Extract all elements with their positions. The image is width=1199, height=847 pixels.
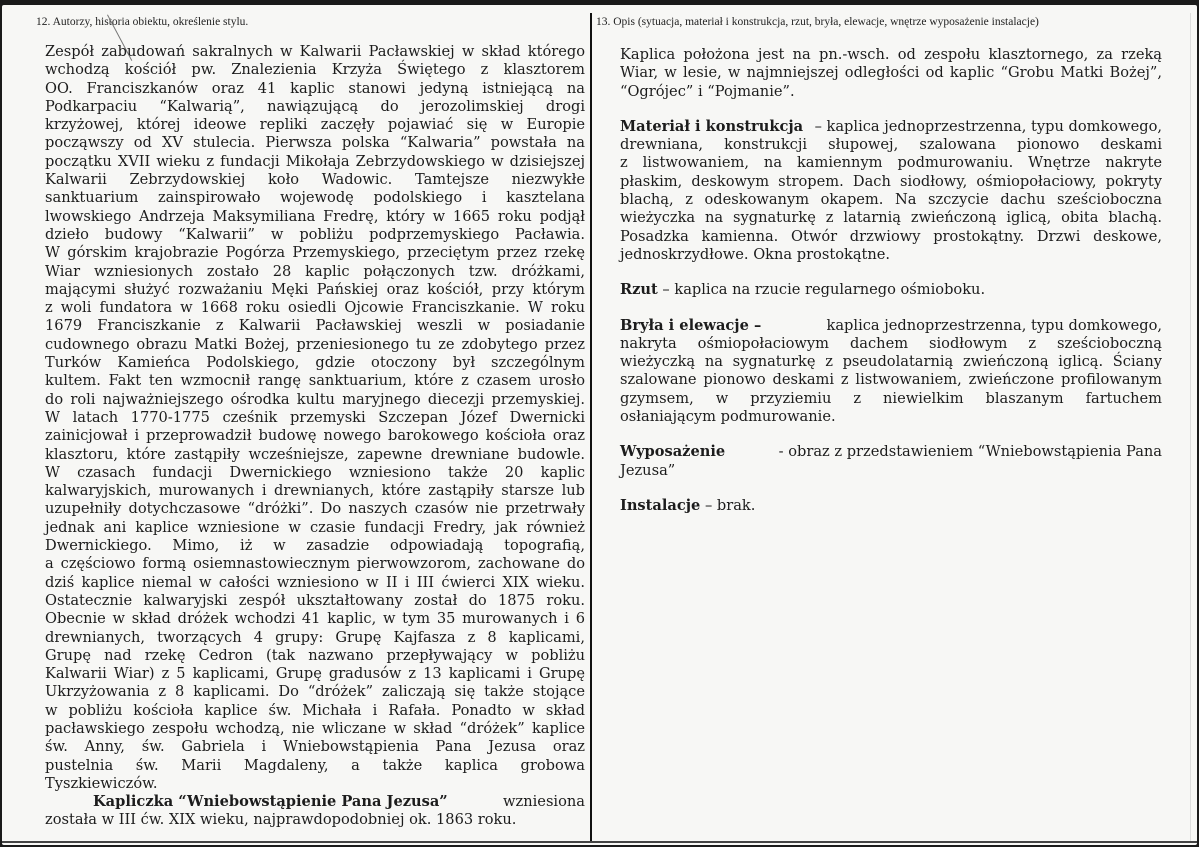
text-line: pacławskiego zespołu wchodzą, nie wliczane w skład “dróżek” kaplice: [45, 719, 585, 737]
text-line: drewnianych, tworzących 4 grupy: Grupę Kajfasza z 8 kaplicami,: [45, 628, 585, 646]
text-line: gzymsem, w przyziemiu z niewielkim blaszanym fartuchem: [620, 389, 1162, 407]
paragraph-gap: [620, 264, 1162, 281]
text-line: pustelnia św. Marii Magdaleny, a także kaplica grobowa: [45, 756, 585, 774]
text-line: Wiar, w lesie, w najmniejszej odległości od kaplic “Grobu Matki Bożej”,: [620, 64, 1162, 82]
text-line: Obecnie w skład dróżek wchodzi 41 kaplic, w tym 35 murowanych i 6: [45, 610, 585, 628]
text-line: szalowane pionowo deskami z listwowaniem, zwieńczone profilowanym: [620, 371, 1162, 389]
page-bottom-border: [2, 841, 1197, 843]
text-line: OO. Franciszkanów oraz 41 kaplic stanowi jedyną istniejącą na: [45, 79, 585, 97]
text-line: cudownego obrazu Matki Bożej, przeniesionego tu ze zdobytego przez: [45, 335, 585, 353]
paragraph: [620, 317, 1162, 427]
text-line: Grupę nad rzekę Cedron (tak nazwano przepływający w pobliżu: [45, 646, 585, 664]
text-line: św. Anny, św. Gabriela i Wniebowstąpienia Pana Jezusa oraz: [45, 738, 585, 756]
text-line: kalwaryjskich, murowanych i drewnianych, które zastąpiły starsze lub: [45, 482, 585, 500]
text-line: W czasach fundacji Dwernickiego wzniesiono także 20 kaplic: [45, 463, 585, 481]
text-line: zainicjował i przeprowadził budowę nowego barokowego kościoła oraz: [45, 427, 585, 445]
paragraph: [620, 497, 1162, 515]
history-text-column: [45, 43, 585, 830]
text-line: Zespół zabudowań sakralnych w Kalwarii Pacławskiej w skład którego: [45, 43, 585, 60]
description-text-column: [620, 46, 1162, 515]
line-rest: – kaplica na rzucie regularnego ośmioboku.: [657, 281, 986, 299]
text-line: klasztoru, które zastąpiły wcześniejsze, zapewne drewniane budowle.: [45, 445, 585, 463]
paragraph: [620, 281, 1162, 299]
text-line: kultem. Fakt ten wzmocnił rangę sanktuarium, które z czasem urosło: [45, 372, 585, 390]
paragraph: [620, 443, 1162, 480]
paragraph: [45, 793, 585, 830]
text-line: jednak ani kaplice wzniesione w czasie fundacji Fredry, jak również: [45, 518, 585, 536]
line-rest: - obraz z przedstawieniem “Wniebowstąpienia Pana: [774, 443, 1162, 461]
bold-lead: Rzut: [620, 281, 658, 299]
bold-lead: Wyposażenie: [620, 443, 726, 461]
text-line: wieżyczka na sygnaturkę z latarnią zwieńczoną iglicą, obita blachą.: [620, 209, 1162, 227]
column-divider: [590, 13, 592, 841]
text-line: uzupełniły dotychczasowe “dróżki”. Do naszych czasów nie przetrwały: [45, 500, 585, 518]
text-line: Dwernickiego. Mimo, iż w zasadzie odpowiadają topografią,: [45, 537, 585, 555]
text-line: Jezusa”: [620, 461, 676, 479]
text-line: [45, 793, 585, 811]
text-line: mającymi służyć rozważaniu Męki Pańskiej oraz kościół, przy którym: [45, 280, 585, 298]
text-line: [620, 443, 1162, 461]
text-line: płaskim, deskowym stropem. Dach siodłowy, ośmiopołaciowy, pokryty: [620, 172, 1162, 190]
bold-lead: Bryła i elewacje –: [620, 316, 762, 334]
text-line: “Ogrójec” i “Pojmanie”.: [620, 82, 795, 100]
paragraph: [620, 46, 1162, 101]
text-line: Turków Kamieńca Podolskiego, gdzie otoczony był szczególnym: [45, 354, 585, 372]
page-edge: [1190, 13, 1191, 841]
text-line: Kalwarii Wiar) z 5 kaplicami, Grupę gradusów z 13 kaplicami i Grupę: [45, 665, 585, 683]
text-line: w pobliżu kościoła kaplice św. Michała i Rafała. Ponadto w skład: [45, 701, 585, 719]
text-line: Ostatecznie kalwaryjski zespół ukształtowany został do 1875 roku.: [45, 591, 585, 609]
line-rest: – kaplica jednoprzestrzenna, typu domkowego,: [809, 117, 1162, 135]
line-rest: wzniesiona: [498, 793, 585, 811]
text-line: została w III ćw. XIX wieku, najprawdopodobniej ok. 1863 roku.: [45, 811, 517, 829]
paragraph-gap: [620, 300, 1162, 317]
section-13-heading: 13. Opis (sytuacja, materiał i konstrukcja, rzut, bryła, elewacje, wnętrze wyposażenie instalacje): [596, 16, 1039, 28]
text-line: [620, 317, 1162, 335]
text-line: nakryta ośmiopołaciowym dachem siodłowym z sześcioboczną: [620, 334, 1162, 352]
text-line: Tyszkiewiczów.: [45, 774, 158, 792]
text-line: [620, 497, 1162, 515]
text-line: Posadzka kamienna. Otwór drzwiowy prostokątny. Drzwi deskowe,: [620, 227, 1162, 245]
text-line: Podkarpaciu “Kalwarią”, nawiązującą do jerozolimskiej drogi: [45, 97, 585, 115]
text-line: Kalwarii Zebrzydowskiej koło Wadowic. Tamtejsze niezwykłe: [45, 171, 585, 189]
paragraph: [45, 43, 585, 793]
text-line: dziś kaplice niemal w całości wzniesiono w II i III ćwierci XIX wieku.: [45, 573, 585, 591]
bold-lead: Instalacje: [620, 496, 701, 514]
text-line: a częściowo formą osiemnastowiecznym pierwowzorom, zachowane do: [45, 555, 585, 573]
paragraph-gap: [620, 101, 1162, 118]
text-line: sanktuarium zainspirowało wojewodę podolskiego i kasztelana: [45, 189, 585, 207]
text-line: jednoskrzydłowe. Okna prostokątne.: [620, 245, 891, 263]
text-line: Wiar wzniesionych zostało 28 kaplic połączonych tzw. dróżkami,: [45, 262, 585, 280]
text-line: z listwowaniem, na kamiennym podmurowaniu. Wnętrze nakryte: [620, 154, 1162, 172]
paragraph: [620, 118, 1162, 264]
text-line: Ukrzyżowania z 8 kaplicami. Do “dróżek” zaliczają się także stojące: [45, 683, 585, 701]
text-line: wchodzą kościół pw. Znalezienia Krzyża Świętego z klasztorem: [45, 61, 585, 79]
text-line: blachą, z odeskowanym okapem. Na szczycie dachu sześcioboczna: [620, 191, 1162, 209]
section-12-heading: 12. Autorzy, historia obiektu, określenie stylu.: [36, 16, 249, 28]
text-line: do roli najważniejszego ośrodka kultu maryjnego diecezji przemyskiej.: [45, 390, 585, 408]
line-rest: – brak.: [700, 496, 756, 514]
text-line: początku XVII wieku z fundacji Mikołaja Zebrzydowskiego w dzisiejszej: [45, 152, 585, 170]
text-line: W latach 1770-1775 cześnik przemyski Szczepan Józef Dwernicki: [45, 408, 585, 426]
text-line: krzyżowej, której ideowe repliki zaczęły pojawiać się w Europie: [45, 116, 585, 134]
text-line: drewniana, konstrukcji słupowej, szalowana pionowo deskami: [620, 136, 1162, 154]
bold-lead: Kapliczka “Wniebowstąpienie Pana Jezusa”: [93, 793, 448, 811]
text-line: z woli fundatora w 1668 roku osiedli Ojcowie Franciszkanie. W roku: [45, 299, 585, 317]
text-line: Kaplica położona jest na pn.-wsch. od zespołu klasztornego, za rzeką: [620, 46, 1162, 63]
text-line: począwszy od XV stulecia. Pierwsza polska “Kalwaria” powstała na: [45, 134, 585, 152]
text-line: dzieło budowy “Kalwarii” w pobliżu podprzemyskiego Pacławia.: [45, 225, 585, 243]
line-rest: kaplica jednoprzestrzenna, typu domkowego,: [821, 316, 1162, 334]
bold-lead: Materiał i konstrukcja: [620, 117, 804, 135]
text-line: [620, 118, 1162, 136]
text-line: wieżyczką na sygnaturkę z pseudolatarnią zwieńczoną iglicą. Ściany: [620, 353, 1162, 371]
text-line: 1679 Franciszkanie z Kalwarii Pacławskiej weszli w posiadanie: [45, 317, 585, 335]
scanned-document-page: [2, 5, 1197, 845]
paragraph-gap: [620, 426, 1162, 443]
text-line: osłaniającym podmurowanie.: [620, 408, 836, 426]
text-line: W górskim krajobrazie Pogórza Przemyskiego, przeciętym przez rzekę: [45, 244, 585, 262]
text-line: [620, 281, 1162, 299]
text-line: lwowskiego Andrzeja Maksymiliana Fredrę, który w 1665 roku podjął: [45, 207, 585, 225]
paragraph-gap: [620, 480, 1162, 497]
